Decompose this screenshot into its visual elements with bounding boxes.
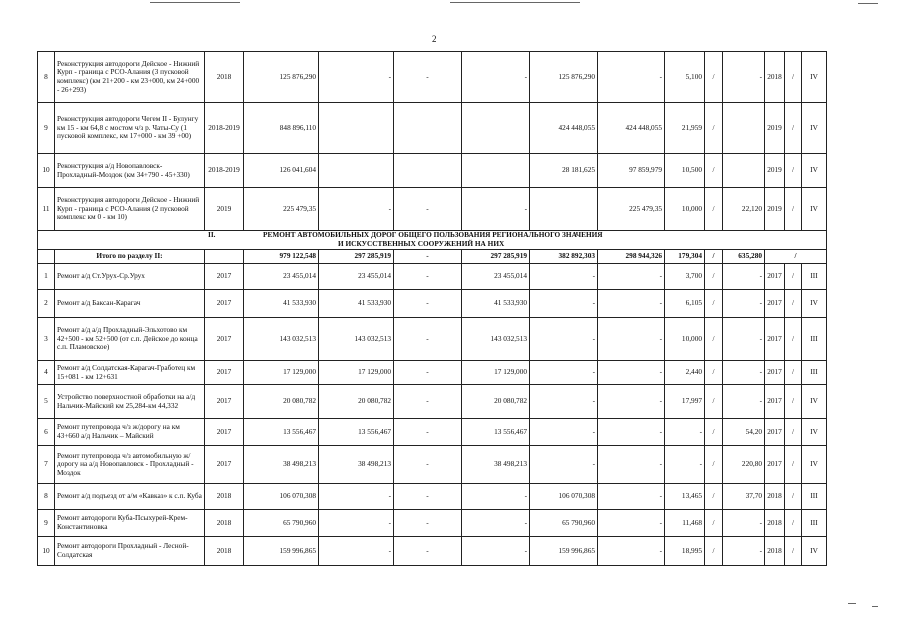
commission-year: 2017: [765, 446, 785, 484]
length-pm: -: [723, 318, 765, 361]
length-pm: -: [723, 510, 765, 537]
period-cell: 2018-2019: [205, 154, 244, 188]
value-2019-cell: -: [598, 290, 665, 318]
total-cost: 106 070,308: [244, 484, 319, 510]
commission-year: 2018: [765, 484, 785, 510]
value-federal-cell: -: [394, 537, 462, 566]
value-2017-cell: 143 032,513: [319, 318, 394, 361]
quarter: III: [802, 318, 827, 361]
object-name: Ремонт а/д Баксан-Карагач: [55, 290, 205, 318]
separator: /: [705, 290, 723, 318]
total-year-empty: [205, 250, 244, 264]
value-federal-cell: -: [394, 52, 462, 103]
length-km: 6,105: [665, 290, 705, 318]
separator: /: [705, 154, 723, 188]
total-v4: 382 892,303: [530, 250, 598, 264]
quarter: III: [802, 264, 827, 290]
total-sep: /: [705, 250, 723, 264]
total-cost: 848 896,110: [244, 103, 319, 154]
scan-artifact: [150, 2, 240, 3]
table-row: [38, 188, 827, 231]
value-2019-cell: -: [598, 537, 665, 566]
separator: /: [705, 484, 723, 510]
separator: /: [705, 318, 723, 361]
total-cost: 38 498,213: [244, 446, 319, 484]
table-row: [38, 103, 827, 154]
object-name: Реконструкция а/д Новопавловск-Прохладный-Моздок (км 34+790 - 45+330): [55, 154, 205, 188]
commission-year: 2017: [765, 318, 785, 361]
object-name: Устройство поверхностной обработки на а/д Нальчик-Майский км 25,284-км 44,332: [55, 385, 205, 419]
scan-artifact: [858, 3, 878, 4]
section-title-cell: [38, 231, 827, 250]
total-cost: 17 129,000: [244, 361, 319, 385]
value-2017-cell: -: [319, 484, 394, 510]
value-2018-cell: 424 448,055: [530, 103, 598, 154]
total-cost: 23 455,014: [244, 264, 319, 290]
total-label: Итого по разделу II:: [55, 250, 205, 264]
length-pm: -: [723, 537, 765, 566]
value-2018-cell: -: [530, 290, 598, 318]
object-name: Реконструкция автодороги Дейское - Нижний Курп - граница с РСО-Алания (2 пусковой комплекс км 0 - км 10): [55, 188, 205, 231]
separator: /: [785, 510, 802, 537]
value-2018-cell: -: [530, 361, 598, 385]
table-row: [38, 52, 827, 103]
separator: /: [785, 446, 802, 484]
row-number: 4: [38, 361, 55, 385]
value-2017-cell: [319, 154, 394, 188]
commission-year: 2018: [765, 52, 785, 103]
quarter: IV: [802, 188, 827, 231]
row-number: 1: [38, 264, 55, 290]
row-number: 9: [38, 510, 55, 537]
length-pm: 22,120: [723, 188, 765, 231]
value-2019-cell: -: [598, 318, 665, 361]
total-slash: /: [765, 250, 827, 264]
length-pm: 54,20: [723, 419, 765, 446]
length-pm: -: [723, 290, 765, 318]
separator: /: [785, 385, 802, 419]
period-cell: 2018: [205, 537, 244, 566]
value-regional-cell: 17 129,000: [462, 361, 530, 385]
length-km: 5,100: [665, 52, 705, 103]
table-row: [38, 537, 827, 566]
value-2018-cell: -: [530, 385, 598, 419]
object-name: Ремонт а/д Солдатская-Карагач-Гработец км 15+081 - км 12+631: [55, 361, 205, 385]
length-km: 13,465: [665, 484, 705, 510]
table-row: [38, 419, 827, 446]
separator: /: [705, 188, 723, 231]
separator: /: [785, 154, 802, 188]
quarter: IV: [802, 103, 827, 154]
page-number: 2: [432, 34, 437, 44]
object-name: Реконструкция автодороги Дейское - Нижний Курп - граница с РСО-Алания (3 пусковой комплекс) (км 21+200 - км 23+000, км 24+000 - 26+293): [55, 52, 205, 103]
total-sum: 979 122,548: [244, 250, 319, 264]
value-2017-cell: [319, 103, 394, 154]
separator: /: [785, 264, 802, 290]
period-cell: 2017: [205, 264, 244, 290]
quarter: IV: [802, 446, 827, 484]
length-pm: -: [723, 264, 765, 290]
value-regional-cell: -: [462, 484, 530, 510]
value-2018-cell: 65 790,960: [530, 510, 598, 537]
row-number: 8: [38, 484, 55, 510]
length-km: 10,000: [665, 188, 705, 231]
separator: /: [705, 419, 723, 446]
quarter: IV: [802, 385, 827, 419]
separator: /: [705, 264, 723, 290]
length-km: 10,500: [665, 154, 705, 188]
length-km: 21,959: [665, 103, 705, 154]
length-pm: -: [723, 52, 765, 103]
value-federal-cell: -: [394, 318, 462, 361]
separator: /: [785, 484, 802, 510]
value-2018-cell: 106 070,308: [530, 484, 598, 510]
value-federal-cell: -: [394, 510, 462, 537]
value-federal-cell: -: [394, 188, 462, 231]
length-km: 3,700: [665, 264, 705, 290]
value-regional-cell: 13 556,467: [462, 419, 530, 446]
row-number: 6: [38, 419, 55, 446]
total-v5: 298 944,326: [598, 250, 665, 264]
value-regional-cell: -: [462, 188, 530, 231]
row-number: 5: [38, 385, 55, 419]
table-row: [38, 154, 827, 188]
object-name: Ремонт а/д а/д Прохладный-Эльхотово км 42+500 - км 52+500 (от с.п. Дейское до конца с.п. Пламовское): [55, 318, 205, 361]
length-pm: [723, 154, 765, 188]
commission-year: 2017: [765, 264, 785, 290]
value-regional-cell: 23 455,014: [462, 264, 530, 290]
value-2017-cell: -: [319, 510, 394, 537]
total-length: 179,304: [665, 250, 705, 264]
value-2019-cell: -: [598, 446, 665, 484]
period-cell: 2017: [205, 385, 244, 419]
period-cell: 2018: [205, 510, 244, 537]
value-2018-cell: [530, 188, 598, 231]
section-title-row: [38, 231, 827, 250]
object-name: Ремонт а/д Ст.Урух-Ср.Урух: [55, 264, 205, 290]
table-row: [38, 510, 827, 537]
row-number: 2: [38, 290, 55, 318]
total-cost: 13 556,467: [244, 419, 319, 446]
value-2019-cell: -: [598, 264, 665, 290]
value-2017-cell: -: [319, 188, 394, 231]
separator: /: [785, 318, 802, 361]
object-name: Ремонт а/д подъезд от а/м «Кавказ» к с.п. Куба: [55, 484, 205, 510]
separator: /: [705, 361, 723, 385]
reconstruction-rows: [38, 52, 827, 231]
commission-year: 2019: [765, 103, 785, 154]
value-2017-cell: 20 080,782: [319, 385, 394, 419]
value-federal-cell: [394, 103, 462, 154]
length-pm: -: [723, 385, 765, 419]
value-2019-cell: 97 859,979: [598, 154, 665, 188]
length-pm: [723, 103, 765, 154]
total-cost: 159 996,865: [244, 537, 319, 566]
period-cell: 2017: [205, 446, 244, 484]
length-km: -: [665, 419, 705, 446]
row-number: 9: [38, 103, 55, 154]
value-2017-cell: 23 455,014: [319, 264, 394, 290]
total-length2: 635,280: [723, 250, 765, 264]
value-2018-cell: -: [530, 446, 598, 484]
total-v1: 297 285,919: [319, 250, 394, 264]
total-v2: -: [394, 250, 462, 264]
value-regional-cell: 143 032,513: [462, 318, 530, 361]
total-cost: 20 080,782: [244, 385, 319, 419]
section-title-line1: РЕМОНТ АВТОМОБИЛЬНЫХ ДОРОГ ОБЩЕГО ПОЛЬЗОВАНИЯ РЕГИОНАЛЬНОГО ЗНАЧЕНИЯ: [263, 230, 603, 239]
commission-year: 2018: [765, 510, 785, 537]
period-cell: 2017: [205, 419, 244, 446]
length-km: 18,995: [665, 537, 705, 566]
period-cell: 2019: [205, 188, 244, 231]
commission-year: 2018: [765, 537, 785, 566]
value-2017-cell: 13 556,467: [319, 419, 394, 446]
quarter: IV: [802, 537, 827, 566]
period-cell: 2018: [205, 484, 244, 510]
value-federal-cell: -: [394, 264, 462, 290]
separator: /: [705, 446, 723, 484]
object-name: Ремонт путепровода ч/з ж/дорогу на км 43+660 а/д Нальчик – Майский: [55, 419, 205, 446]
value-2019-cell: -: [598, 361, 665, 385]
roads-table: [37, 51, 827, 566]
commission-year: 2019: [765, 188, 785, 231]
value-2018-cell: -: [530, 264, 598, 290]
value-federal-cell: -: [394, 446, 462, 484]
commission-year: 2017: [765, 290, 785, 318]
value-2019-cell: -: [598, 510, 665, 537]
value-2019-cell: -: [598, 484, 665, 510]
table-row: [38, 318, 827, 361]
value-2017-cell: 41 533,930: [319, 290, 394, 318]
value-regional-cell: -: [462, 537, 530, 566]
object-name: Ремонт автодороги Куба-Псыхурей-Крем-Константиновка: [55, 510, 205, 537]
row-number: 11: [38, 188, 55, 231]
value-regional-cell: 20 080,782: [462, 385, 530, 419]
period-cell: 2018: [205, 52, 244, 103]
row-number: 7: [38, 446, 55, 484]
table-row: [38, 264, 827, 290]
row-number: 8: [38, 52, 55, 103]
repair-rows: [38, 264, 827, 566]
period-cell: 2018-2019: [205, 103, 244, 154]
table-row: [38, 446, 827, 484]
value-regional-cell: [462, 154, 530, 188]
total-v3: 297 285,919: [462, 250, 530, 264]
value-2017-cell: 17 129,000: [319, 361, 394, 385]
table-row: [38, 290, 827, 318]
length-km: 10,000: [665, 318, 705, 361]
quarter: IV: [802, 290, 827, 318]
value-regional-cell: 41 533,930: [462, 290, 530, 318]
separator: /: [705, 537, 723, 566]
scan-artifact: [848, 603, 856, 604]
separator: /: [785, 52, 802, 103]
total-cost: 143 032,513: [244, 318, 319, 361]
quarter: IV: [802, 52, 827, 103]
quarter: III: [802, 484, 827, 510]
length-km: 17,997: [665, 385, 705, 419]
row-number: 3: [38, 318, 55, 361]
value-federal-cell: [394, 154, 462, 188]
table-row: [38, 361, 827, 385]
total-cost: 65 790,960: [244, 510, 319, 537]
total-empty: [38, 250, 55, 264]
value-2019-cell: 424 448,055: [598, 103, 665, 154]
separator: /: [785, 103, 802, 154]
value-2018-cell: 28 181,625: [530, 154, 598, 188]
row-number: 10: [38, 537, 55, 566]
value-2018-cell: -: [530, 318, 598, 361]
value-federal-cell: -: [394, 419, 462, 446]
object-name: Реконструкция автодороги Чегем II - Булунгу км 15 - км 64,8 с мостом ч/з р. Чаты-Су (1 пусковой комплекс, км 17+000 - км 39 +00): [55, 103, 205, 154]
table-row: [38, 385, 827, 419]
value-2019-cell: -: [598, 52, 665, 103]
separator: /: [705, 385, 723, 419]
length-km: 11,468: [665, 510, 705, 537]
total-cost: 225 479,35: [244, 188, 319, 231]
section-total-row: [38, 250, 827, 264]
value-federal-cell: -: [394, 361, 462, 385]
length-pm: 37,70: [723, 484, 765, 510]
scan-artifact: [450, 2, 580, 3]
value-2018-cell: 125 876,290: [530, 52, 598, 103]
value-2019-cell: 225 479,35: [598, 188, 665, 231]
value-regional-cell: 38 498,213: [462, 446, 530, 484]
value-regional-cell: -: [462, 52, 530, 103]
length-pm: -: [723, 361, 765, 385]
scan-artifact: [872, 606, 878, 607]
quarter: III: [802, 510, 827, 537]
value-regional-cell: [462, 103, 530, 154]
quarter: IV: [802, 154, 827, 188]
value-2017-cell: -: [319, 52, 394, 103]
period-cell: 2017: [205, 290, 244, 318]
row-number: 10: [38, 154, 55, 188]
total-cost: 126 041,604: [244, 154, 319, 188]
quarter: III: [802, 361, 827, 385]
value-regional-cell: -: [462, 510, 530, 537]
separator: /: [705, 52, 723, 103]
value-2017-cell: 38 498,213: [319, 446, 394, 484]
separator: /: [785, 537, 802, 566]
quarter: IV: [802, 419, 827, 446]
value-federal-cell: -: [394, 484, 462, 510]
value-2017-cell: -: [319, 537, 394, 566]
length-km: -: [665, 446, 705, 484]
commission-year: 2017: [765, 361, 785, 385]
commission-year: 2017: [765, 419, 785, 446]
separator: /: [705, 103, 723, 154]
separator: /: [785, 361, 802, 385]
object-name: Ремонт путепровода ч/з автомобильную ж/дорогу на а/д Новопавловск - Прохладный - Моздок: [55, 446, 205, 484]
object-name: Ремонт автодороги Прохладный - Лесной-Солдатская: [55, 537, 205, 566]
value-2018-cell: -: [530, 419, 598, 446]
separator: /: [785, 419, 802, 446]
period-cell: 2017: [205, 318, 244, 361]
total-cost: 41 533,930: [244, 290, 319, 318]
section-title-line2: И ИСКУССТВЕННЫХ СООРУЖЕНИЙ НА НИХ: [338, 239, 505, 248]
value-2019-cell: -: [598, 419, 665, 446]
length-km: 2,440: [665, 361, 705, 385]
value-federal-cell: -: [394, 290, 462, 318]
separator: /: [785, 290, 802, 318]
value-2018-cell: 159 996,865: [530, 537, 598, 566]
separator: /: [705, 510, 723, 537]
commission-year: 2019: [765, 154, 785, 188]
period-cell: 2017: [205, 361, 244, 385]
total-cost: 125 876,290: [244, 52, 319, 103]
separator: /: [785, 188, 802, 231]
table-row: [38, 484, 827, 510]
value-2019-cell: -: [598, 385, 665, 419]
section-ii-header: [38, 231, 827, 264]
length-pm: 220,80: [723, 446, 765, 484]
commission-year: 2017: [765, 385, 785, 419]
value-federal-cell: -: [394, 385, 462, 419]
section-number: II.: [208, 230, 216, 239]
